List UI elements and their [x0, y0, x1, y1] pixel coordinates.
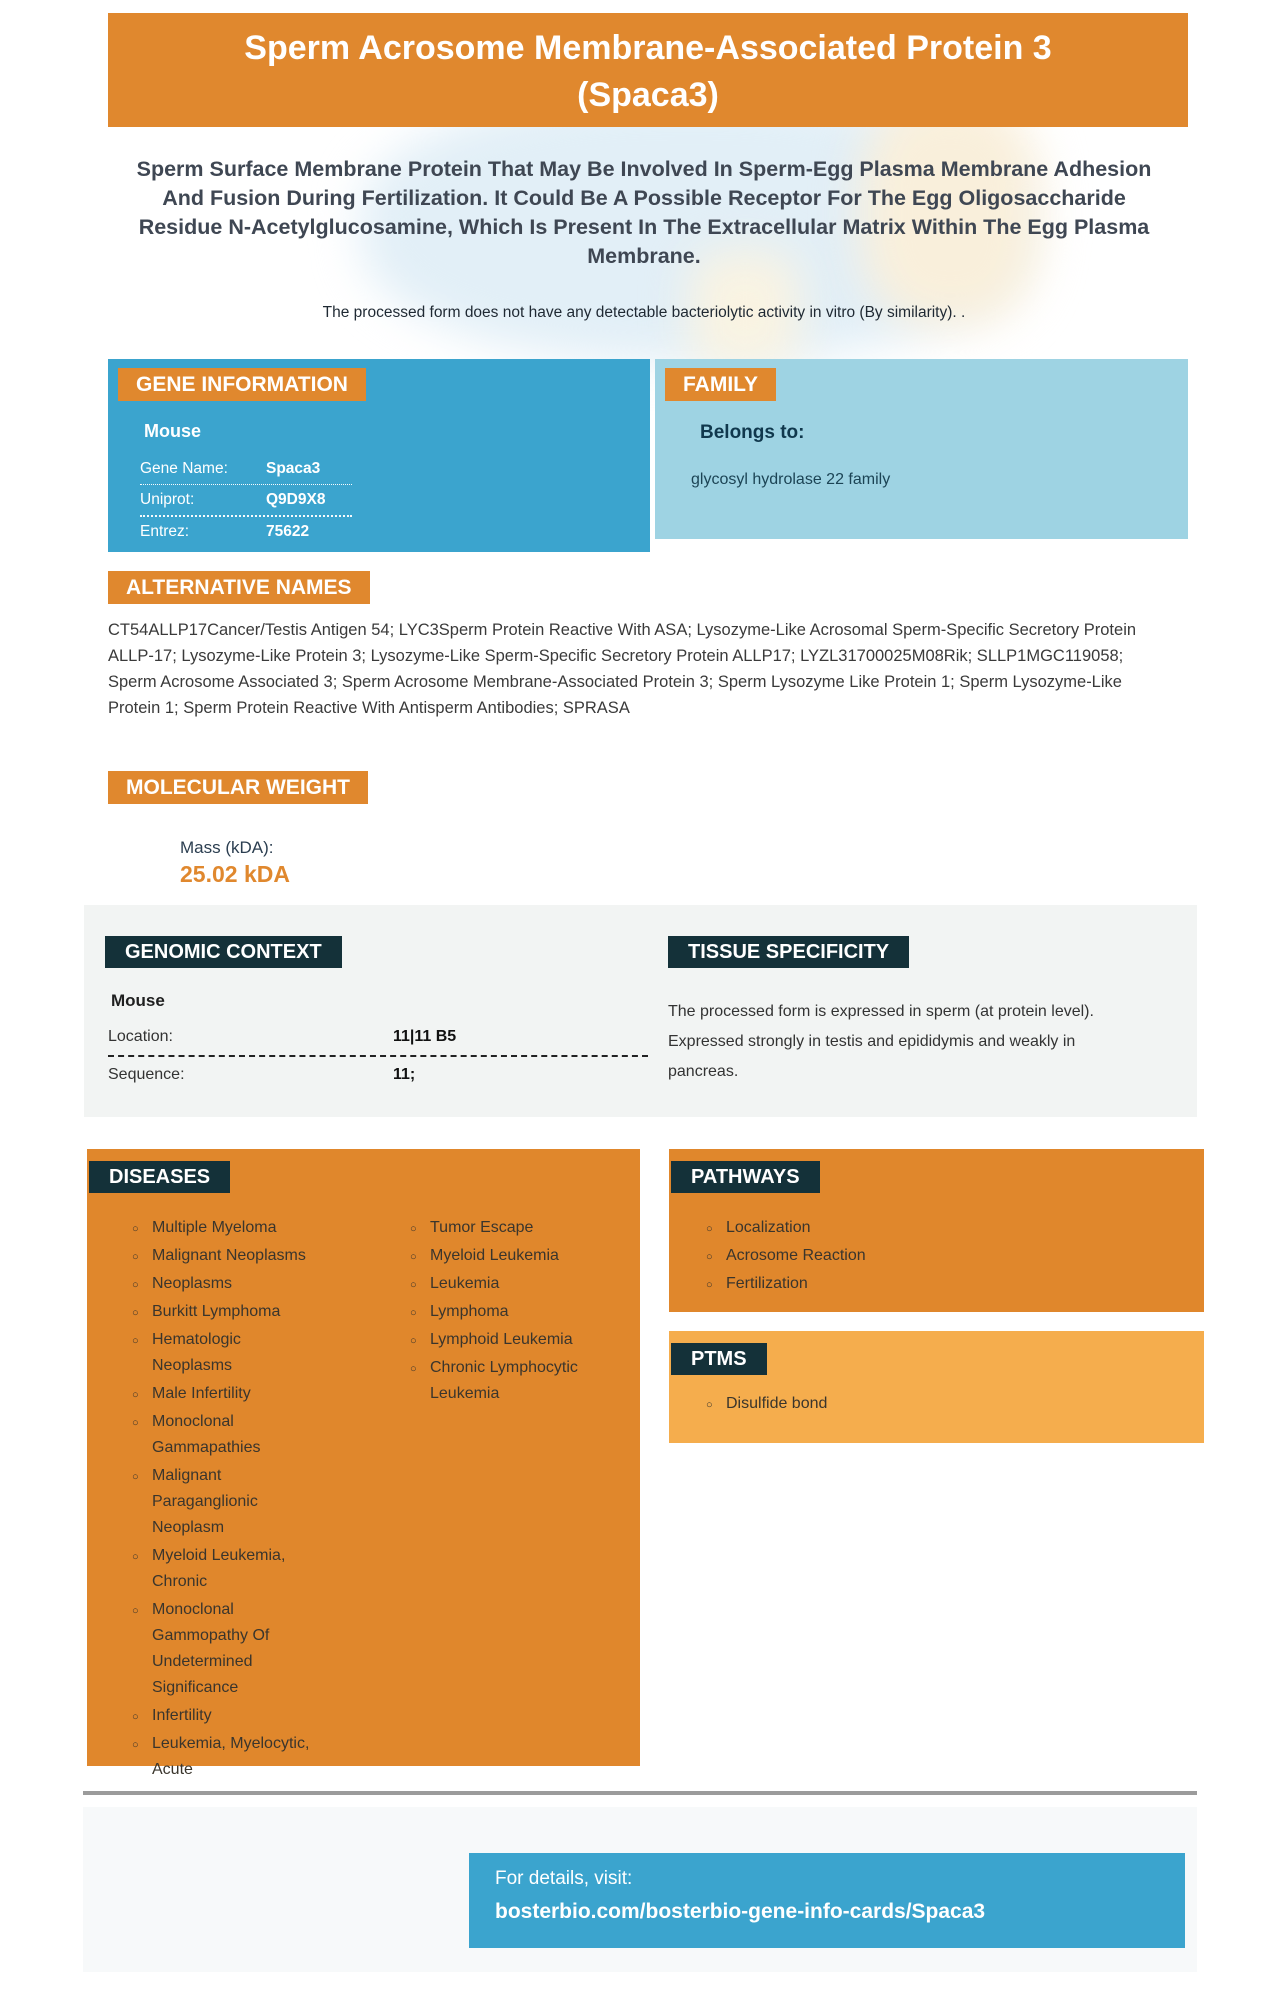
- gene-species: Mouse: [144, 421, 202, 441]
- location-label: Location:: [108, 1028, 173, 1045]
- footer-link-box: [469, 1853, 1185, 1948]
- list-item: ○ Monoclonal Gammapathies: [132, 1409, 324, 1461]
- list-item: ○ Infertility: [132, 1703, 324, 1729]
- pathways-box: [669, 1149, 1204, 1312]
- alternative-names-heading: ALTERNATIVE NAMES: [108, 571, 370, 604]
- list-item: ○ Acrosome Reaction: [706, 1243, 1146, 1269]
- list-item: ○ Monoclonal Gammopathy Of Undetermined Significance: [132, 1597, 324, 1701]
- mass-label: Mass (kDA):: [180, 838, 274, 857]
- molecular-weight-heading: MOLECULAR WEIGHT: [108, 771, 368, 804]
- uniprot-label: Uniprot:: [140, 491, 195, 508]
- family-value: glycosyl hydrolase 22 family: [691, 471, 891, 488]
- entrez-label: Entrez:: [140, 523, 190, 540]
- footer-divider: [83, 1791, 1197, 1795]
- gene-name-value: Spaca3: [266, 460, 321, 477]
- gene-name-label: Gene Name:: [140, 460, 228, 477]
- list-item: ○ Myeloid Leukemia: [410, 1243, 610, 1269]
- gene-information-heading: GENE INFORMATION: [118, 368, 366, 401]
- activity-note: The processed form does not have any detectable bacteriolytic activity in vitro (By similarity). .: [322, 304, 966, 321]
- tissue-specificity-heading: TISSUE SPECIFICITY: [668, 936, 909, 968]
- diseases-box: [87, 1149, 640, 1778]
- list-item: ○ Multiple Myeloma: [132, 1215, 324, 1241]
- list-item: ○ Malignant Neoplasms: [132, 1243, 324, 1269]
- pathways-list: [706, 1215, 1146, 1299]
- table-row: [140, 485, 352, 517]
- sequence-label: Sequence:: [108, 1066, 185, 1083]
- footer-panel: [83, 1807, 1197, 1972]
- family-heading: FAMILY: [665, 368, 776, 401]
- protein-description: Sperm Surface Membrane Protein That May Be Involved In Sperm-Egg Plasma Membrane Adhesion And Fusion During Fertilization. It Could Be A Possible Receptor For The Egg Oligosaccharide Residue N-Acetylglucosamine, Which Is Present In The Extracellular Matrix Within The Egg Plasma Membrane.: [136, 157, 1152, 268]
- ptms-heading: PTMS: [671, 1343, 767, 1375]
- list-item: ○ Malignant Paraganglionic Neoplasm: [132, 1463, 324, 1541]
- alternative-names-text: CT54ALLP17Cancer/Testis Antigen 54; LYC3Sperm Protein Reactive With ASA; Lysozyme-Like Acrosomal Sperm-Specific Secretory Protein ALLP-17; Lysozyme-Like Protein 3; Lysozyme-Like Sperm-Specific Secretory Protein ALLP17; LYZL31700025M08Rik; SLLP1MGC119058; Sperm Acrosome Associated 3; Sperm Acrosome Membrane-Associated Protein 3; Sperm Lysozyme Like Protein 1; Sperm Lysozyme-Like Protein 1; Sperm Protein Reactive With Antisperm Antibodies; SPRASA: [108, 621, 1137, 717]
- table-row: [140, 454, 352, 485]
- table-row: [140, 517, 352, 547]
- genomic-species: Mouse: [111, 991, 165, 1010]
- list-item: ○ Neoplasms: [132, 1271, 324, 1297]
- page-title-line2: (Spaca3): [577, 76, 719, 114]
- gene-info-table: [140, 454, 352, 547]
- genomic-context-heading: GENOMIC CONTEXT: [105, 936, 342, 968]
- list-item: ○ Leukemia: [410, 1271, 610, 1297]
- family-box: [655, 359, 1188, 539]
- genomic-context-table: [108, 1019, 648, 1093]
- list-item: ○ Chronic Lymphocytic Leukemia: [410, 1355, 610, 1407]
- list-item: ○ Myeloid Leukemia, Chronic: [132, 1543, 324, 1595]
- entrez-value: 75622: [266, 523, 310, 540]
- ptms-list: [706, 1391, 1146, 1419]
- list-item: ○ Male Infertility: [132, 1381, 324, 1407]
- uniprot-value: Q9D9X8: [266, 491, 326, 508]
- sequence-value: 11;: [393, 1066, 416, 1083]
- mass-value: 25.02 kDA: [180, 861, 290, 887]
- footer-url-link[interactable]: bosterbio.com/bosterbio-gene-info-cards/Spaca3: [495, 1900, 986, 1923]
- page-title-line1: Sperm Acrosome Membrane-Associated Protein 3: [244, 29, 1052, 67]
- list-item: ○ Disulfide bond: [706, 1391, 1146, 1417]
- context-panel: [84, 905, 1197, 1117]
- list-item: ○ Leukemia, Myelocytic, Acute: [132, 1731, 324, 1783]
- list-item: ○ Localization: [706, 1215, 1146, 1241]
- table-row: [108, 1019, 648, 1057]
- diseases-heading: DISEASES: [89, 1161, 230, 1193]
- tissue-specificity-text: The processed form is expressed in sperm (at protein level). Expressed strongly in testis and epididymis and weakly in pancreas.: [668, 1003, 1094, 1080]
- location-value: 11|11 B5: [393, 1028, 457, 1045]
- pathways-heading: PATHWAYS: [671, 1161, 820, 1193]
- list-item: ○ Lymphoma: [410, 1299, 610, 1325]
- title-banner: [108, 13, 1188, 127]
- ptms-box: [669, 1331, 1204, 1443]
- list-item: ○ Burkitt Lymphoma: [132, 1299, 324, 1325]
- diseases-column-2: [410, 1215, 610, 1409]
- list-item: ○ Fertilization: [706, 1271, 1146, 1297]
- gene-information-box: [108, 359, 650, 552]
- list-item: ○ Lymphoid Leukemia: [410, 1327, 610, 1353]
- footer-visit-label: For details, visit:: [495, 1868, 633, 1889]
- list-item: ○ Hematologic Neoplasms: [132, 1327, 324, 1379]
- family-belongs-to-label: Belongs to:: [700, 422, 805, 443]
- list-item: ○ Tumor Escape: [410, 1215, 610, 1241]
- table-row: [108, 1057, 648, 1093]
- diseases-column-1: [132, 1215, 324, 1785]
